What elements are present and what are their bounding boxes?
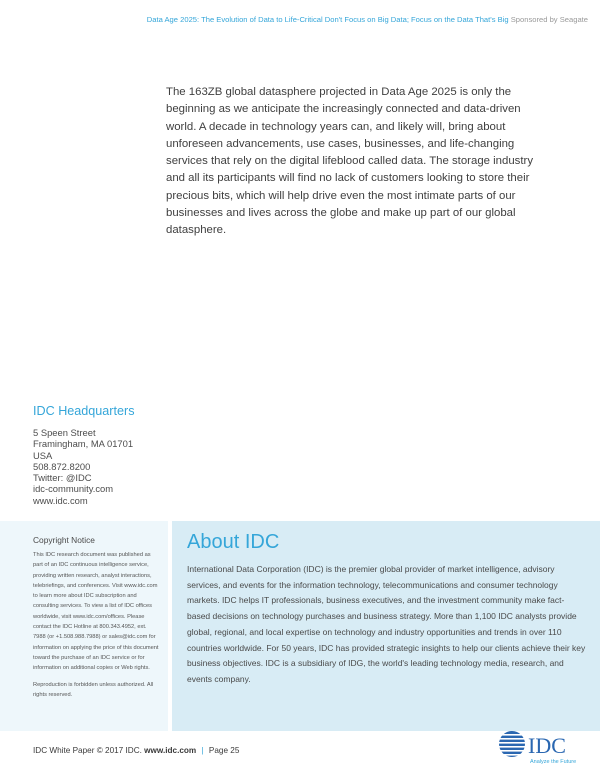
footer-website-link[interactable]: www.idc.com <box>144 746 197 755</box>
hq-address-street: 5 Speen Street <box>33 427 96 438</box>
page-footer <box>33 746 239 755</box>
logo-tagline: Analyze the Future <box>530 759 577 765</box>
footer-copyright: © 2017 IDC. <box>96 746 142 755</box>
hq-phone: 508.872.8200 <box>33 460 91 472</box>
hq-heading: IDC Headquarters <box>33 404 135 418</box>
about-heading: About IDC <box>187 531 280 553</box>
footer-page-number: Page 25 <box>208 746 240 755</box>
copyright-reserved: Reproduction is forbidden unless authorized. All rights reserved. <box>33 681 154 698</box>
document-title: Data Age 2025: The Evolution of Data to Life-Critical Don't Focus on Big Data; Focus on the Data That's Big <box>146 15 509 24</box>
about-body: International Data Corporation (IDC) is the premier global provider of market intelligence, advisory services, and events for the information technology, telecommunications and consumer technology markets. IDC helps IT professionals, business executives, and the investment community make fact-based decisions on technology purchases and business strategy. More than 1,100 IDC analysts provide global, regional, and local expertise on technology and industry opportunities and trends in over 110 countries worldwide. For 50 years, IDC has provided strategic insights to help our clients achieve their key business objectives. IDC is a subsidiary of IDG, the world's leading technology media, research, and events company. <box>187 564 586 684</box>
hq-address-country: USA <box>33 449 53 461</box>
globe-icon <box>496 731 528 757</box>
idc-logo <box>490 728 586 770</box>
copyright-notice <box>33 535 159 700</box>
sponsor-label: Sponsored by Seagate <box>510 15 588 24</box>
idc-headquarters <box>33 404 233 506</box>
footer-separator: | <box>201 746 204 755</box>
intro-paragraph: The 163ZB global datasphere projected in Data Age 2025 is only the beginning as we anticipate the increasingly connected and data-driven world. A decade in technology years can, and likely will, bring about unforeseen advancements, use cases, businesses, and life-changing services that rely on the digital lifeblood called data. The storage industry and all its participants will find no lack of customers looking to store their precious bits, which will help drive even the most intimate parts of our businesses and lives across the globe and make up part of our global datasphere. <box>166 86 534 237</box>
copyright-body: This IDC research document was published as part of an IDC continuous intelligence service, providing written research, analyst interactions, telebriefings, and conferences. Visit www.idc.com to learn more about IDC subscription and consulting services. To view a list of IDC offices worldwide, visit www.idc.com/offices. Please contact the IDC Hotline at 800.343.4952, ext. 7988 (or +1.508.988.7988) or sales@idc.com for information on applying the price of this document toward the purchase of an IDC service or for information on additional copies or Web rights. <box>33 552 159 672</box>
hq-community-link[interactable]: idc-community.com <box>33 483 114 495</box>
hq-website-link[interactable]: www.idc.com <box>33 494 88 506</box>
about-idc <box>187 531 587 688</box>
logo-wordmark: IDC <box>528 733 566 758</box>
footer-paper-label: IDC White Paper <box>33 746 95 755</box>
copyright-heading: Copyright Notice <box>33 535 95 545</box>
hq-twitter[interactable]: Twitter: @IDC <box>33 472 92 484</box>
running-header <box>100 14 588 25</box>
hq-address-city: Framingham, MA 01701 <box>33 438 134 450</box>
